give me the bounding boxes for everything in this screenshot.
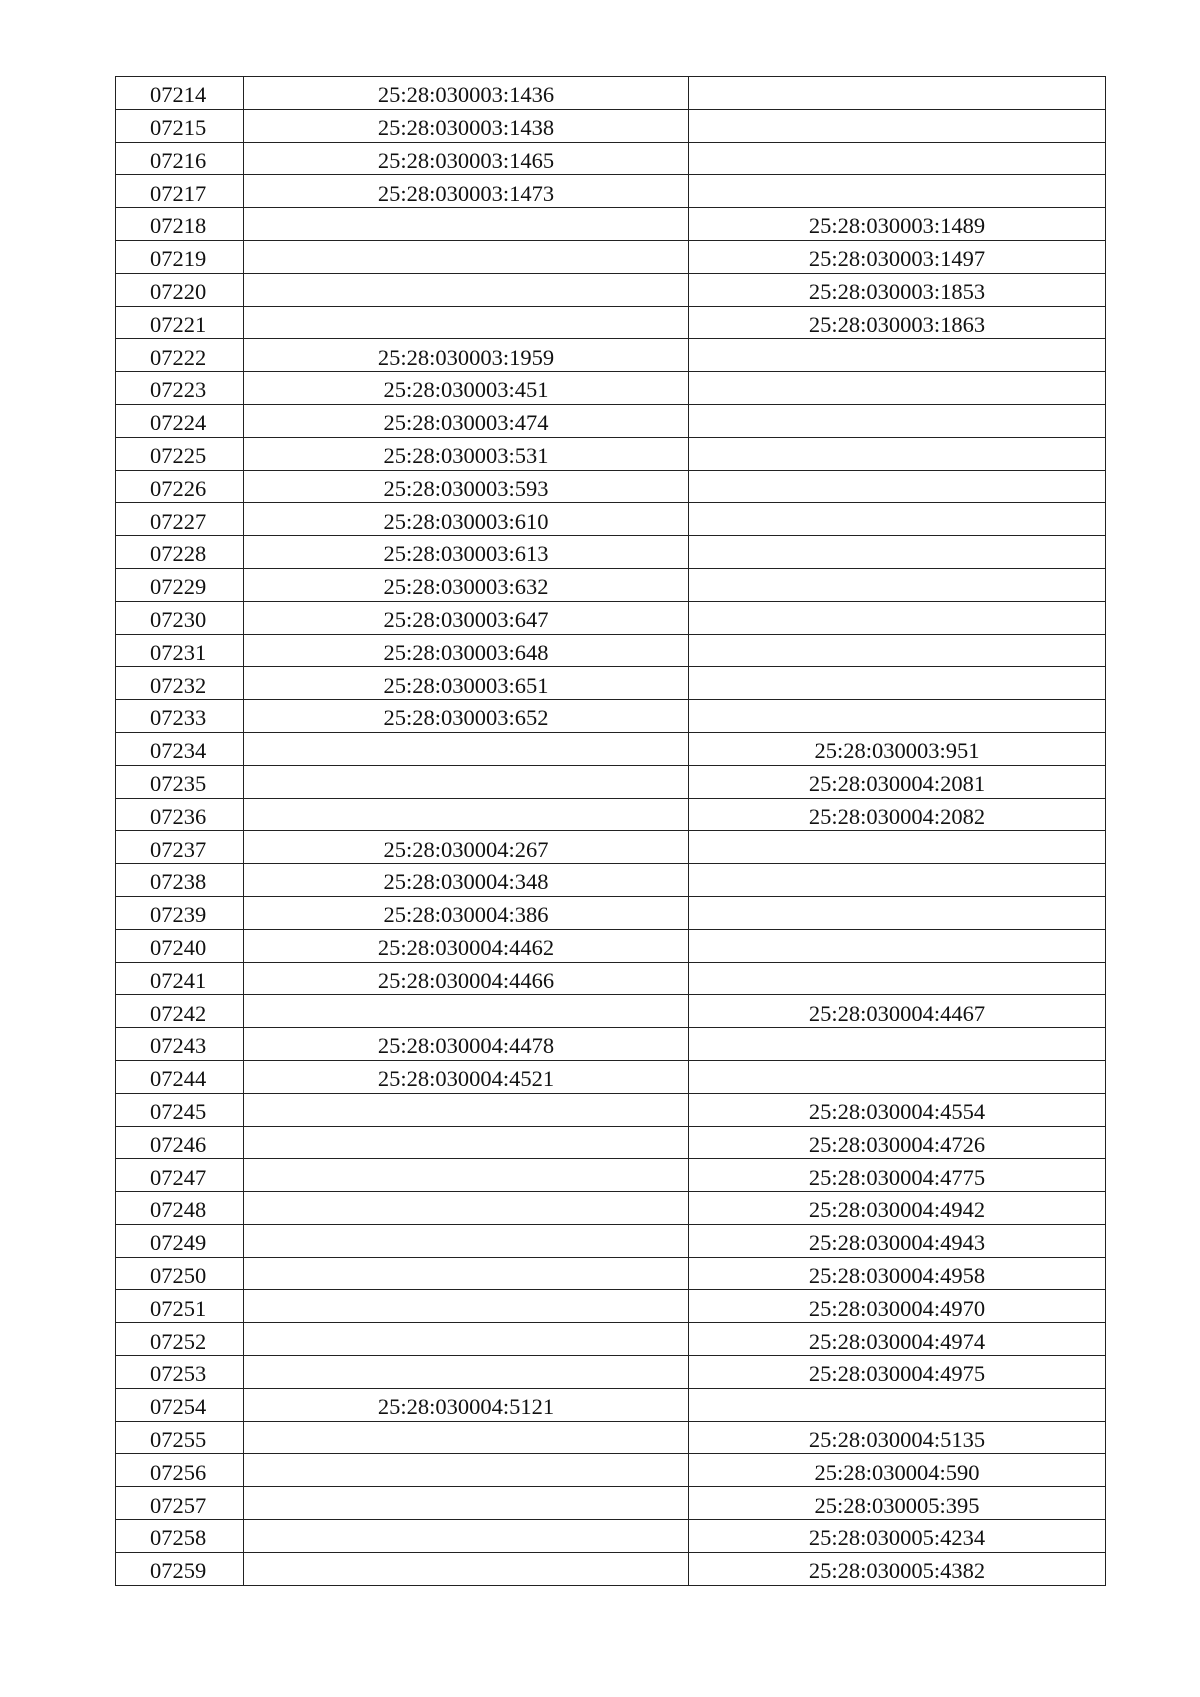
- cadastral-number-cell-right: 25:28:030004:4970: [689, 1290, 1106, 1323]
- row-number-cell: 07248: [116, 1192, 244, 1225]
- table-row: [116, 1290, 1106, 1323]
- cadastral-number-cell-left: [244, 1552, 689, 1585]
- table-row: [116, 470, 1106, 503]
- cadastral-number-cell-right: [689, 929, 1106, 962]
- cadastral-number-cell-left: [244, 1323, 689, 1356]
- cadastral-number-cell-right: 25:28:030003:1863: [689, 306, 1106, 339]
- table-row: [116, 1520, 1106, 1553]
- cadastral-number-cell-left: 25:28:030003:474: [244, 404, 689, 437]
- table-row: [116, 962, 1106, 995]
- row-number-cell: 07246: [116, 1126, 244, 1159]
- cadastral-number-cell-right: [689, 1060, 1106, 1093]
- cadastral-number-cell-right: 25:28:030004:4943: [689, 1224, 1106, 1257]
- row-number-cell: 07241: [116, 962, 244, 995]
- row-number-cell: 07237: [116, 831, 244, 864]
- cadastral-number-cell-left: [244, 1224, 689, 1257]
- row-number-cell: 07221: [116, 306, 244, 339]
- cadastral-number-cell-left: [244, 1520, 689, 1553]
- cadastral-number-cell-right: [689, 437, 1106, 470]
- row-number-cell: 07240: [116, 929, 244, 962]
- cadastral-number-cell-right: [689, 109, 1106, 142]
- cadastral-number-cell-right: [689, 536, 1106, 569]
- table-row: [116, 568, 1106, 601]
- row-number-cell: 07234: [116, 732, 244, 765]
- table-row: [116, 273, 1106, 306]
- cadastral-number-cell-left: 25:28:030003:1438: [244, 109, 689, 142]
- table-row: [116, 1060, 1106, 1093]
- cadastral-number-cell-left: [244, 1421, 689, 1454]
- row-number-cell: 07250: [116, 1257, 244, 1290]
- cadastral-number-cell-left: 25:28:030003:1436: [244, 77, 689, 110]
- cadastral-number-cell-left: 25:28:030004:4521: [244, 1060, 689, 1093]
- cadastral-number-cell-left: 25:28:030004:267: [244, 831, 689, 864]
- cadastral-number-cell-left: [244, 1126, 689, 1159]
- table-row: [116, 1028, 1106, 1061]
- row-number-cell: 07225: [116, 437, 244, 470]
- cadastral-number-cell-left: [244, 995, 689, 1028]
- cadastral-number-cell-left: [244, 306, 689, 339]
- table-row: [116, 372, 1106, 405]
- row-number-cell: 07220: [116, 273, 244, 306]
- row-number-cell: 07229: [116, 568, 244, 601]
- cadastral-number-cell-left: [244, 1257, 689, 1290]
- row-number-cell: 07236: [116, 798, 244, 831]
- cadastral-number-cell-left: 25:28:030004:4466: [244, 962, 689, 995]
- cadastral-number-cell-right: [689, 142, 1106, 175]
- table-row: [116, 437, 1106, 470]
- row-number-cell: 07259: [116, 1552, 244, 1585]
- cadastral-number-cell-right: 25:28:030004:4467: [689, 995, 1106, 1028]
- cadastral-number-cell-right: [689, 1028, 1106, 1061]
- row-number-cell: 07232: [116, 667, 244, 700]
- cadastral-number-cell-left: 25:28:030004:5121: [244, 1388, 689, 1421]
- row-number-cell: 07245: [116, 1093, 244, 1126]
- table-row: [116, 700, 1106, 733]
- cadastral-number-cell-right: 25:28:030003:1497: [689, 240, 1106, 273]
- cadastral-number-cell-right: [689, 77, 1106, 110]
- cadastral-number-cell-right: 25:28:030004:2082: [689, 798, 1106, 831]
- cadastral-number-cell-left: [244, 1454, 689, 1487]
- table-row: [116, 404, 1106, 437]
- table-row: [116, 995, 1106, 1028]
- row-number-cell: 07222: [116, 339, 244, 372]
- cadastral-number-cell-left: 25:28:030003:1473: [244, 175, 689, 208]
- row-number-cell: 07238: [116, 864, 244, 897]
- cadastral-number-cell-right: [689, 667, 1106, 700]
- table-row: [116, 503, 1106, 536]
- table-row: [116, 109, 1106, 142]
- row-number-cell: 07223: [116, 372, 244, 405]
- cadastral-number-cell-left: 25:28:030004:348: [244, 864, 689, 897]
- row-number-cell: 07214: [116, 77, 244, 110]
- row-number-cell: 07252: [116, 1323, 244, 1356]
- cadastral-number-cell-left: 25:28:030004:386: [244, 896, 689, 929]
- table-row: [116, 77, 1106, 110]
- row-number-cell: 07244: [116, 1060, 244, 1093]
- row-number-cell: 07224: [116, 404, 244, 437]
- cadastral-number-cell-right: 25:28:030004:4726: [689, 1126, 1106, 1159]
- table-row: [116, 536, 1106, 569]
- table-row: [116, 601, 1106, 634]
- row-number-cell: 07226: [116, 470, 244, 503]
- row-number-cell: 07243: [116, 1028, 244, 1061]
- row-number-cell: 07258: [116, 1520, 244, 1553]
- cadastral-number-cell-left: [244, 1093, 689, 1126]
- row-number-cell: 07242: [116, 995, 244, 1028]
- table-row: [116, 732, 1106, 765]
- cadastral-number-cell-left: 25:28:030003:648: [244, 634, 689, 667]
- table-row: [116, 339, 1106, 372]
- table-row: [116, 1192, 1106, 1225]
- row-number-cell: 07249: [116, 1224, 244, 1257]
- table-row: [116, 1093, 1106, 1126]
- row-number-cell: 07256: [116, 1454, 244, 1487]
- table-row: [116, 175, 1106, 208]
- cadastral-number-cell-right: [689, 503, 1106, 536]
- table-row: [116, 1454, 1106, 1487]
- cadastral-number-cell-right: 25:28:030004:5135: [689, 1421, 1106, 1454]
- table-row: [116, 929, 1106, 962]
- cadastral-number-cell-right: [689, 601, 1106, 634]
- cadastral-number-cell-right: 25:28:030003:951: [689, 732, 1106, 765]
- cadastral-number-cell-left: 25:28:030003:647: [244, 601, 689, 634]
- cadastral-number-cell-left: [244, 1192, 689, 1225]
- table-row: [116, 306, 1106, 339]
- cadastral-number-cell-left: 25:28:030004:4462: [244, 929, 689, 962]
- cadastral-number-cell-left: [244, 765, 689, 798]
- row-number-cell: 07239: [116, 896, 244, 929]
- table-row: [116, 1356, 1106, 1389]
- table-row: [116, 1421, 1106, 1454]
- row-number-cell: 07257: [116, 1487, 244, 1520]
- row-number-cell: 07219: [116, 240, 244, 273]
- cadastral-number-cell-right: 25:28:030004:590: [689, 1454, 1106, 1487]
- cadastral-number-cell-left: [244, 240, 689, 273]
- cadastral-number-cell-left: 25:28:030003:451: [244, 372, 689, 405]
- cadastral-number-cell-right: 25:28:030004:4958: [689, 1257, 1106, 1290]
- row-number-cell: 07215: [116, 109, 244, 142]
- cadastral-number-cell-left: 25:28:030003:632: [244, 568, 689, 601]
- cadastral-number-cell-left: 25:28:030003:1959: [244, 339, 689, 372]
- table-body: [116, 77, 1106, 1586]
- table-row: [116, 1323, 1106, 1356]
- table-row: [116, 1126, 1106, 1159]
- cadastral-number-cell-right: [689, 634, 1106, 667]
- cadastral-number-cell-right: 25:28:030004:4775: [689, 1159, 1106, 1192]
- cadastral-number-cell-right: [689, 339, 1106, 372]
- cadastral-number-cell-right: 25:28:030003:1853: [689, 273, 1106, 306]
- table-row: [116, 798, 1106, 831]
- row-number-cell: 07227: [116, 503, 244, 536]
- row-number-cell: 07253: [116, 1356, 244, 1389]
- table-row: [116, 1552, 1106, 1585]
- row-number-cell: 07233: [116, 700, 244, 733]
- row-number-cell: 07251: [116, 1290, 244, 1323]
- cadastral-number-cell-right: [689, 864, 1106, 897]
- cadastral-number-cell-left: [244, 1356, 689, 1389]
- cadastral-number-cell-left: [244, 1159, 689, 1192]
- table-row: [116, 667, 1106, 700]
- cadastral-number-cell-right: 25:28:030005:395: [689, 1487, 1106, 1520]
- table-row: [116, 896, 1106, 929]
- row-number-cell: 07247: [116, 1159, 244, 1192]
- cadastral-number-cell-left: [244, 1487, 689, 1520]
- cadastral-number-cell-left: [244, 732, 689, 765]
- cadastral-number-cell-left: 25:28:030003:610: [244, 503, 689, 536]
- cadastral-number-cell-left: 25:28:030004:4478: [244, 1028, 689, 1061]
- cadastral-number-cell-left: 25:28:030003:652: [244, 700, 689, 733]
- cadastral-number-cell-left: [244, 798, 689, 831]
- cadastral-number-cell-left: [244, 1290, 689, 1323]
- cadastral-number-cell-right: 25:28:030004:4975: [689, 1356, 1106, 1389]
- cadastral-number-cell-right: 25:28:030004:4554: [689, 1093, 1106, 1126]
- cadastral-number-cell-right: [689, 1388, 1106, 1421]
- cadastral-number-cell-right: 25:28:030004:2081: [689, 765, 1106, 798]
- cadastral-number-cell-right: 25:28:030005:4382: [689, 1552, 1106, 1585]
- table-row: [116, 831, 1106, 864]
- table-row: [116, 240, 1106, 273]
- row-number-cell: 07218: [116, 208, 244, 241]
- table-row: [116, 1224, 1106, 1257]
- table-row: [116, 1487, 1106, 1520]
- row-number-cell: 07217: [116, 175, 244, 208]
- cadastral-number-cell-left: 25:28:030003:531: [244, 437, 689, 470]
- cadastral-number-cell-right: [689, 700, 1106, 733]
- row-number-cell: 07216: [116, 142, 244, 175]
- cadastral-number-table: [115, 76, 1106, 1586]
- row-number-cell: 07230: [116, 601, 244, 634]
- cadastral-number-cell-right: 25:28:030004:4974: [689, 1323, 1106, 1356]
- table-row: [116, 208, 1106, 241]
- table-row: [116, 142, 1106, 175]
- cadastral-number-cell-right: [689, 372, 1106, 405]
- cadastral-number-cell-right: [689, 470, 1106, 503]
- cadastral-number-cell-right: [689, 404, 1106, 437]
- cadastral-number-cell-left: 25:28:030003:593: [244, 470, 689, 503]
- table-row: [116, 1257, 1106, 1290]
- cadastral-number-cell-right: [689, 175, 1106, 208]
- row-number-cell: 07231: [116, 634, 244, 667]
- cadastral-number-cell-right: 25:28:030004:4942: [689, 1192, 1106, 1225]
- table-row: [116, 634, 1106, 667]
- table-row: [116, 864, 1106, 897]
- row-number-cell: 07228: [116, 536, 244, 569]
- cadastral-number-cell-right: 25:28:030003:1489: [689, 208, 1106, 241]
- cadastral-number-cell-right: [689, 962, 1106, 995]
- table-row: [116, 1388, 1106, 1421]
- cadastral-number-cell-right: 25:28:030005:4234: [689, 1520, 1106, 1553]
- table-row: [116, 1159, 1106, 1192]
- cadastral-number-cell-left: 25:28:030003:651: [244, 667, 689, 700]
- cadastral-number-cell-right: [689, 896, 1106, 929]
- row-number-cell: 07254: [116, 1388, 244, 1421]
- cadastral-number-cell-left: 25:28:030003:613: [244, 536, 689, 569]
- cadastral-number-cell-right: [689, 568, 1106, 601]
- cadastral-number-cell-right: [689, 831, 1106, 864]
- row-number-cell: 07255: [116, 1421, 244, 1454]
- row-number-cell: 07235: [116, 765, 244, 798]
- table-row: [116, 765, 1106, 798]
- cadastral-number-cell-left: [244, 208, 689, 241]
- cadastral-number-cell-left: [244, 273, 689, 306]
- cadastral-number-cell-left: 25:28:030003:1465: [244, 142, 689, 175]
